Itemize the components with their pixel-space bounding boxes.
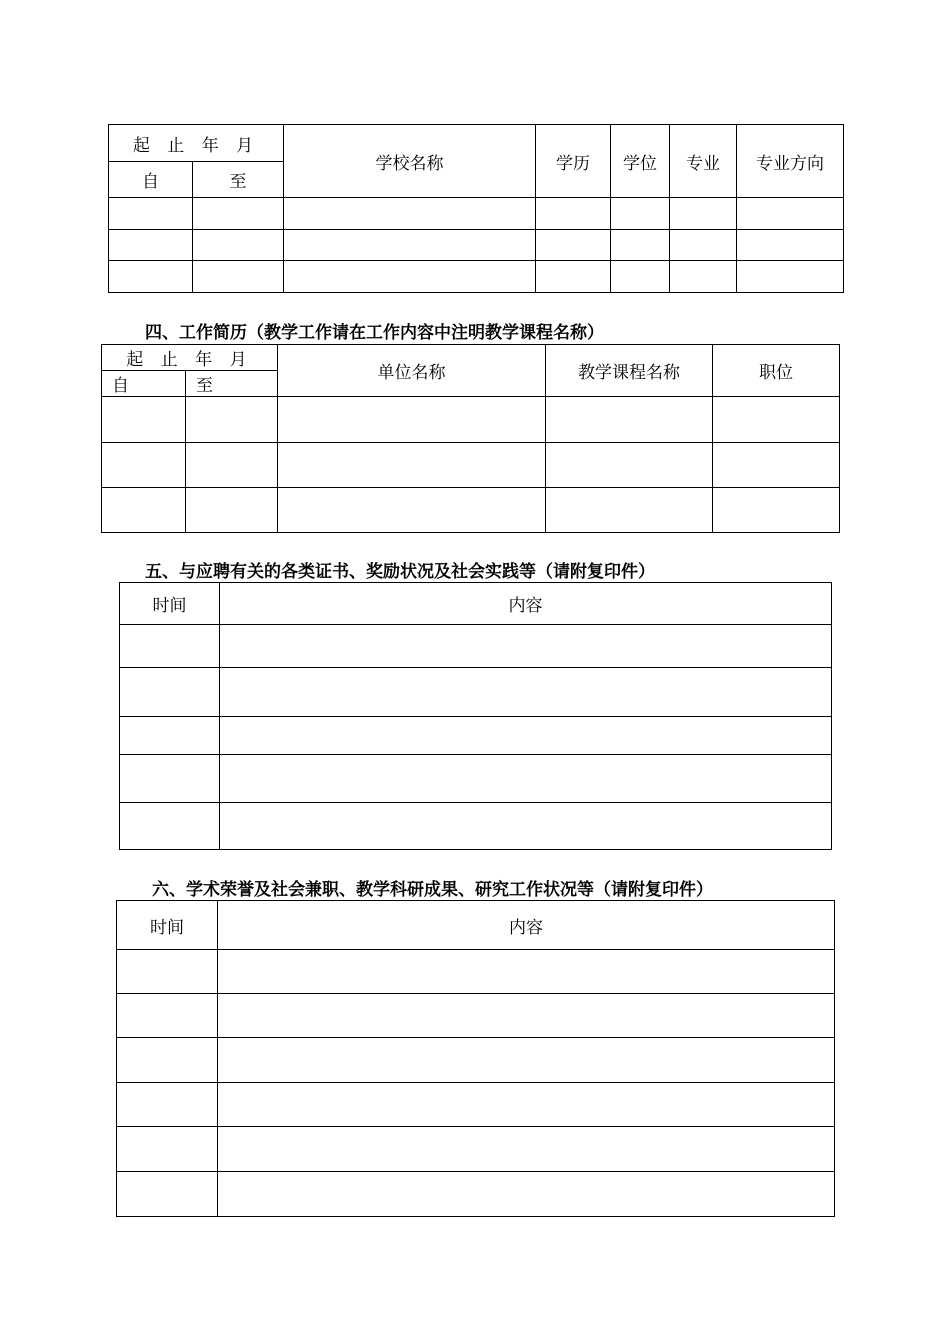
table-row <box>120 717 832 755</box>
content-cell[interactable] <box>220 625 832 668</box>
position-cell[interactable] <box>713 443 840 488</box>
degree-cell[interactable] <box>611 230 670 261</box>
time-cell[interactable] <box>120 755 220 803</box>
from-header: 自 <box>102 371 186 397</box>
major-direction-cell[interactable] <box>737 198 844 230</box>
table-row <box>117 1127 835 1172</box>
period-header: 起 止 年 月 <box>102 345 278 371</box>
table-row <box>109 261 844 293</box>
from-cell[interactable] <box>102 488 186 533</box>
table-row <box>102 488 840 533</box>
table-row <box>117 994 835 1038</box>
from-cell[interactable] <box>109 198 193 230</box>
to-header: 至 <box>186 371 278 397</box>
table-row <box>117 1083 835 1127</box>
education-cell[interactable] <box>536 230 611 261</box>
table-row <box>109 230 844 261</box>
position-cell[interactable] <box>713 397 840 443</box>
content-cell[interactable] <box>218 1038 835 1083</box>
table-row <box>117 950 835 994</box>
degree-header: 学位 <box>611 125 670 198</box>
school-name-cell[interactable] <box>284 198 536 230</box>
course-name-cell[interactable] <box>546 488 713 533</box>
table-row <box>109 198 844 230</box>
content-cell[interactable] <box>218 1172 835 1217</box>
from-cell[interactable] <box>102 397 186 443</box>
content-cell[interactable] <box>218 950 835 994</box>
to-cell[interactable] <box>193 198 284 230</box>
content-cell[interactable] <box>220 755 832 803</box>
content-header: 内容 <box>220 583 832 625</box>
education-header: 学历 <box>536 125 611 198</box>
major-direction-cell[interactable] <box>737 230 844 261</box>
course-name-cell[interactable] <box>546 397 713 443</box>
time-cell[interactable] <box>117 1083 218 1127</box>
major-direction-header: 专业方向 <box>737 125 844 198</box>
degree-cell[interactable] <box>611 261 670 293</box>
time-header: 时间 <box>117 901 218 950</box>
major-header: 专业 <box>670 125 737 198</box>
content-cell[interactable] <box>220 668 832 717</box>
major-direction-cell[interactable] <box>737 261 844 293</box>
major-cell[interactable] <box>670 198 737 230</box>
unit-name-header: 单位名称 <box>278 345 546 397</box>
table-row <box>102 397 840 443</box>
from-cell[interactable] <box>102 443 186 488</box>
table-row <box>117 1172 835 1217</box>
time-cell[interactable] <box>120 717 220 755</box>
work-history-table <box>101 344 840 533</box>
to-cell[interactable] <box>193 261 284 293</box>
content-cell[interactable] <box>218 1083 835 1127</box>
certificate-table <box>119 582 832 850</box>
from-cell[interactable] <box>109 261 193 293</box>
time-cell[interactable] <box>117 994 218 1038</box>
major-cell[interactable] <box>670 261 737 293</box>
work-section-title: 四、工作简历（教学工作请在工作内容中注明教学课程名称） <box>145 323 604 343</box>
time-cell[interactable] <box>117 1038 218 1083</box>
time-cell[interactable] <box>120 803 220 850</box>
education-cell[interactable] <box>536 261 611 293</box>
time-cell[interactable] <box>117 1172 218 1217</box>
time-cell[interactable] <box>120 625 220 668</box>
unit-name-cell[interactable] <box>278 488 546 533</box>
education-table <box>108 124 844 293</box>
to-cell[interactable] <box>186 397 278 443</box>
education-cell[interactable] <box>536 198 611 230</box>
school-name-cell[interactable] <box>284 261 536 293</box>
table-row <box>120 803 832 850</box>
table-row <box>120 755 832 803</box>
time-cell[interactable] <box>117 1127 218 1172</box>
content-cell[interactable] <box>218 1127 835 1172</box>
to-cell[interactable] <box>186 488 278 533</box>
position-header: 职位 <box>713 345 840 397</box>
major-cell[interactable] <box>670 230 737 261</box>
position-cell[interactable] <box>713 488 840 533</box>
to-cell[interactable] <box>193 230 284 261</box>
table-row <box>102 443 840 488</box>
academic-table <box>116 900 835 1217</box>
time-cell[interactable] <box>117 950 218 994</box>
to-header: 至 <box>193 162 284 198</box>
period-header: 起 止 年 月 <box>109 125 284 162</box>
unit-name-cell[interactable] <box>278 443 546 488</box>
content-header: 内容 <box>218 901 835 950</box>
table-row <box>120 668 832 717</box>
academic-section-title: 六、学术荣誉及社会兼职、教学科研成果、研究工作状况等（请附复印件） <box>152 880 713 900</box>
content-cell[interactable] <box>218 994 835 1038</box>
table-row <box>117 1038 835 1083</box>
content-cell[interactable] <box>220 803 832 850</box>
time-cell[interactable] <box>120 668 220 717</box>
school-name-cell[interactable] <box>284 230 536 261</box>
table-row <box>120 625 832 668</box>
school-name-header: 学校名称 <box>284 125 536 198</box>
course-name-header: 教学课程名称 <box>546 345 713 397</box>
to-cell[interactable] <box>186 443 278 488</box>
from-cell[interactable] <box>109 230 193 261</box>
degree-cell[interactable] <box>611 198 670 230</box>
course-name-cell[interactable] <box>546 443 713 488</box>
time-header: 时间 <box>120 583 220 625</box>
content-cell[interactable] <box>220 717 832 755</box>
unit-name-cell[interactable] <box>278 397 546 443</box>
certificate-section-title: 五、与应聘有关的各类证书、奖励状况及社会实践等（请附复印件） <box>145 562 655 582</box>
from-header: 自 <box>109 162 193 198</box>
